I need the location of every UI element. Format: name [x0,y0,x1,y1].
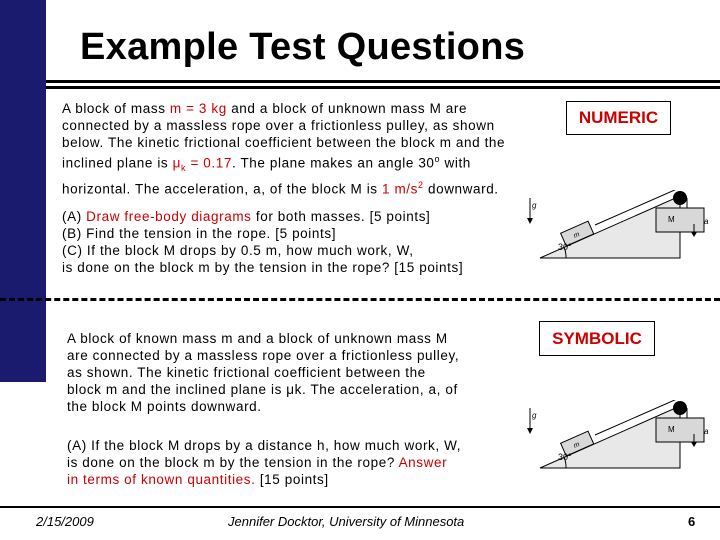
title-rule-lower [46,86,720,89]
svg-text:M: M [668,215,675,224]
slide-title: Example Test Questions [80,26,526,68]
svg-text:g: g [532,201,537,210]
title-rule [46,80,720,83]
footer-page-number: 6 [688,514,696,529]
svg-text:g: g [532,411,537,420]
svg-text:a: a [704,427,709,436]
symbolic-tag: SYMBOLIC [539,321,655,356]
footer-rule [0,506,720,508]
incline-pulley-figure-1 [520,190,720,270]
section-divider [0,298,720,301]
svg-text:30°: 30° [558,242,572,252]
footer-author: Jennifer Docktor, University of Minnesota [228,514,465,529]
svg-text:a: a [704,217,709,226]
svg-text:M: M [668,425,675,434]
left-accent-bar [0,0,46,382]
q2-parts: (A) If the block M drops by a distance h, how much work, W, is done on the block m by the tension in the rope? Answer in terms of known quantities. [15 points] [67,438,462,487]
footer-date: 2/15/2009 [36,514,94,529]
svg-text:m: m [572,231,581,240]
svg-text:m: m [572,441,581,450]
svg-text:30°: 30° [558,452,572,462]
incline-pulley-figure-2 [520,400,720,480]
q1-problem-text: A block of mass m = 3 kg and a block of unknown mass M are connected by a massless rope over a frictionless pulley, as shown below. The kinetic frictional coefficient between the block m and the inclined plane is $\mu_k = 0.17$. The plane makes an angle 30$^o$ with horizontal. The acceleration, a, of the block M is 1 $m/s^2$ downward. [62,101,506,197]
q1-parts: (A) Draw free-body diagrams for both masses. [5 points] (B) Find the tension in the rope. [5 points] (C) If the block M drops by 0.5 m, how much work, W, is done on the block m by the tension in the rope? [15 points] [62,209,464,275]
q2-problem-text: A block of known mass m and a block of unknown mass M are connected by a massless rope over a frictionless pulley, as shown. The kinetic frictional coefficient between the block m and the inclined plane is μk. The acceleration, a, of the block M points downward. [67,331,460,414]
numeric-tag: NUMERIC [566,101,671,135]
